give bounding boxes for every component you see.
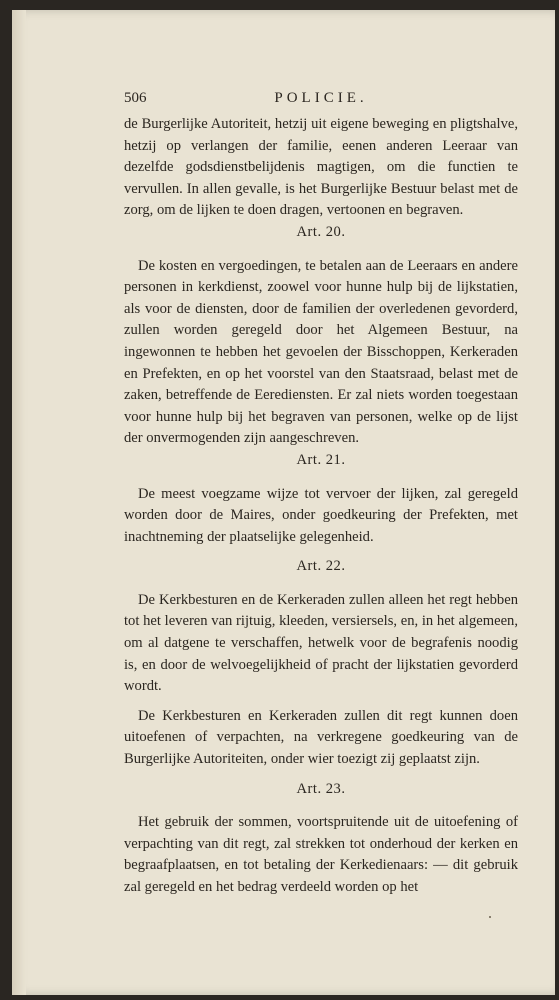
- spacer: [124, 771, 518, 779]
- paragraph-article-22: De Kerkbesturen en de Kerkeraden zullen alleen het regt hebben tot het leveren van rijtuig, kleeden, versiersels, en, in het algemeen, om al datgene te verschaffen, hetwelk voor de begrafenis noodig is, en door de welvoegelijkheid of pracht der lijkstatien gevorderd wordt.: [124, 591, 518, 695]
- article-heading-21: Art. 21.: [296, 451, 346, 468]
- spacer: [124, 548, 518, 556]
- paragraph-article-20: De kosten en vergoedingen, te betalen aan de Leeraars en andere personen in kerkdienst, zoowel voor hunne hulp bij de lijkstatien, als voor de diensten, door de familien der overledenen gevorderd, zullen worden geregeld door het Algemeen Bestuur, na ingewonnen te hebben het gevoelen der Bisschoppen, Kerkeraden en Prefekten, en op het voorstel van den Staatsraad, belast met de zaken, betreffende de Eerediensten. Er zal niets worden toegestaan voor hunne hulp bij het begraven van personen, welke op de lijst der onvermogenden zijn aangeschreven.: [124, 257, 518, 447]
- running-title: POLICIE.: [274, 90, 368, 106]
- article-heading-22: Art. 22.: [296, 558, 346, 575]
- page-binding-shadow: [12, 10, 26, 995]
- article-heading-23: Art. 23.: [296, 780, 346, 797]
- page-number: 506: [124, 90, 147, 106]
- spacer: [124, 698, 518, 706]
- page-text-block: [124, 88, 518, 899]
- article-heading-20: Art. 20.: [296, 223, 346, 240]
- paper-spot: [489, 916, 491, 918]
- running-head: [124, 88, 518, 112]
- paragraph-continuation: de Burgerlijke Autoriteit, hetzij uit eigene beweging en pligtshalve, hetzij op verlangen der familie, eenen anderen Leeraar van dezelfde godsdienstbelijdenis magtigen, om die functien te vervullen. In allen gevalle, is het Burgerlijke Bestuur belast met de zorg, om de lijken te doen dragen, vertoonen en begraven.: [124, 116, 518, 219]
- paragraph-article-21: De meest voegzame wijze tot vervoer der lijken, zal geregeld worden door de Maires, onder goedkeuring der Prefekten, met inachtneming der plaatselijke gelegenheid.: [124, 485, 518, 545]
- paragraph-article-22-second: De Kerkbesturen en Kerkeraden zullen dit regt kunnen doen uitoefenen of verpachten, na verkregene goedkeuring van de Burgerlijke Autoriteiten, onder wier toezigt zij geplaatst zijn.: [124, 707, 518, 768]
- paragraph-article-23: Het gebruik der sommen, voortspruitende uit de uitoefening of verpachting van dit regt, zal strekken tot onderhoud der kerken en begraafplaatsen, en tot betaling der Kerkedienaars: — dit gebruik zal geregeld en het bedrag verdeeld worden op het: [124, 814, 518, 895]
